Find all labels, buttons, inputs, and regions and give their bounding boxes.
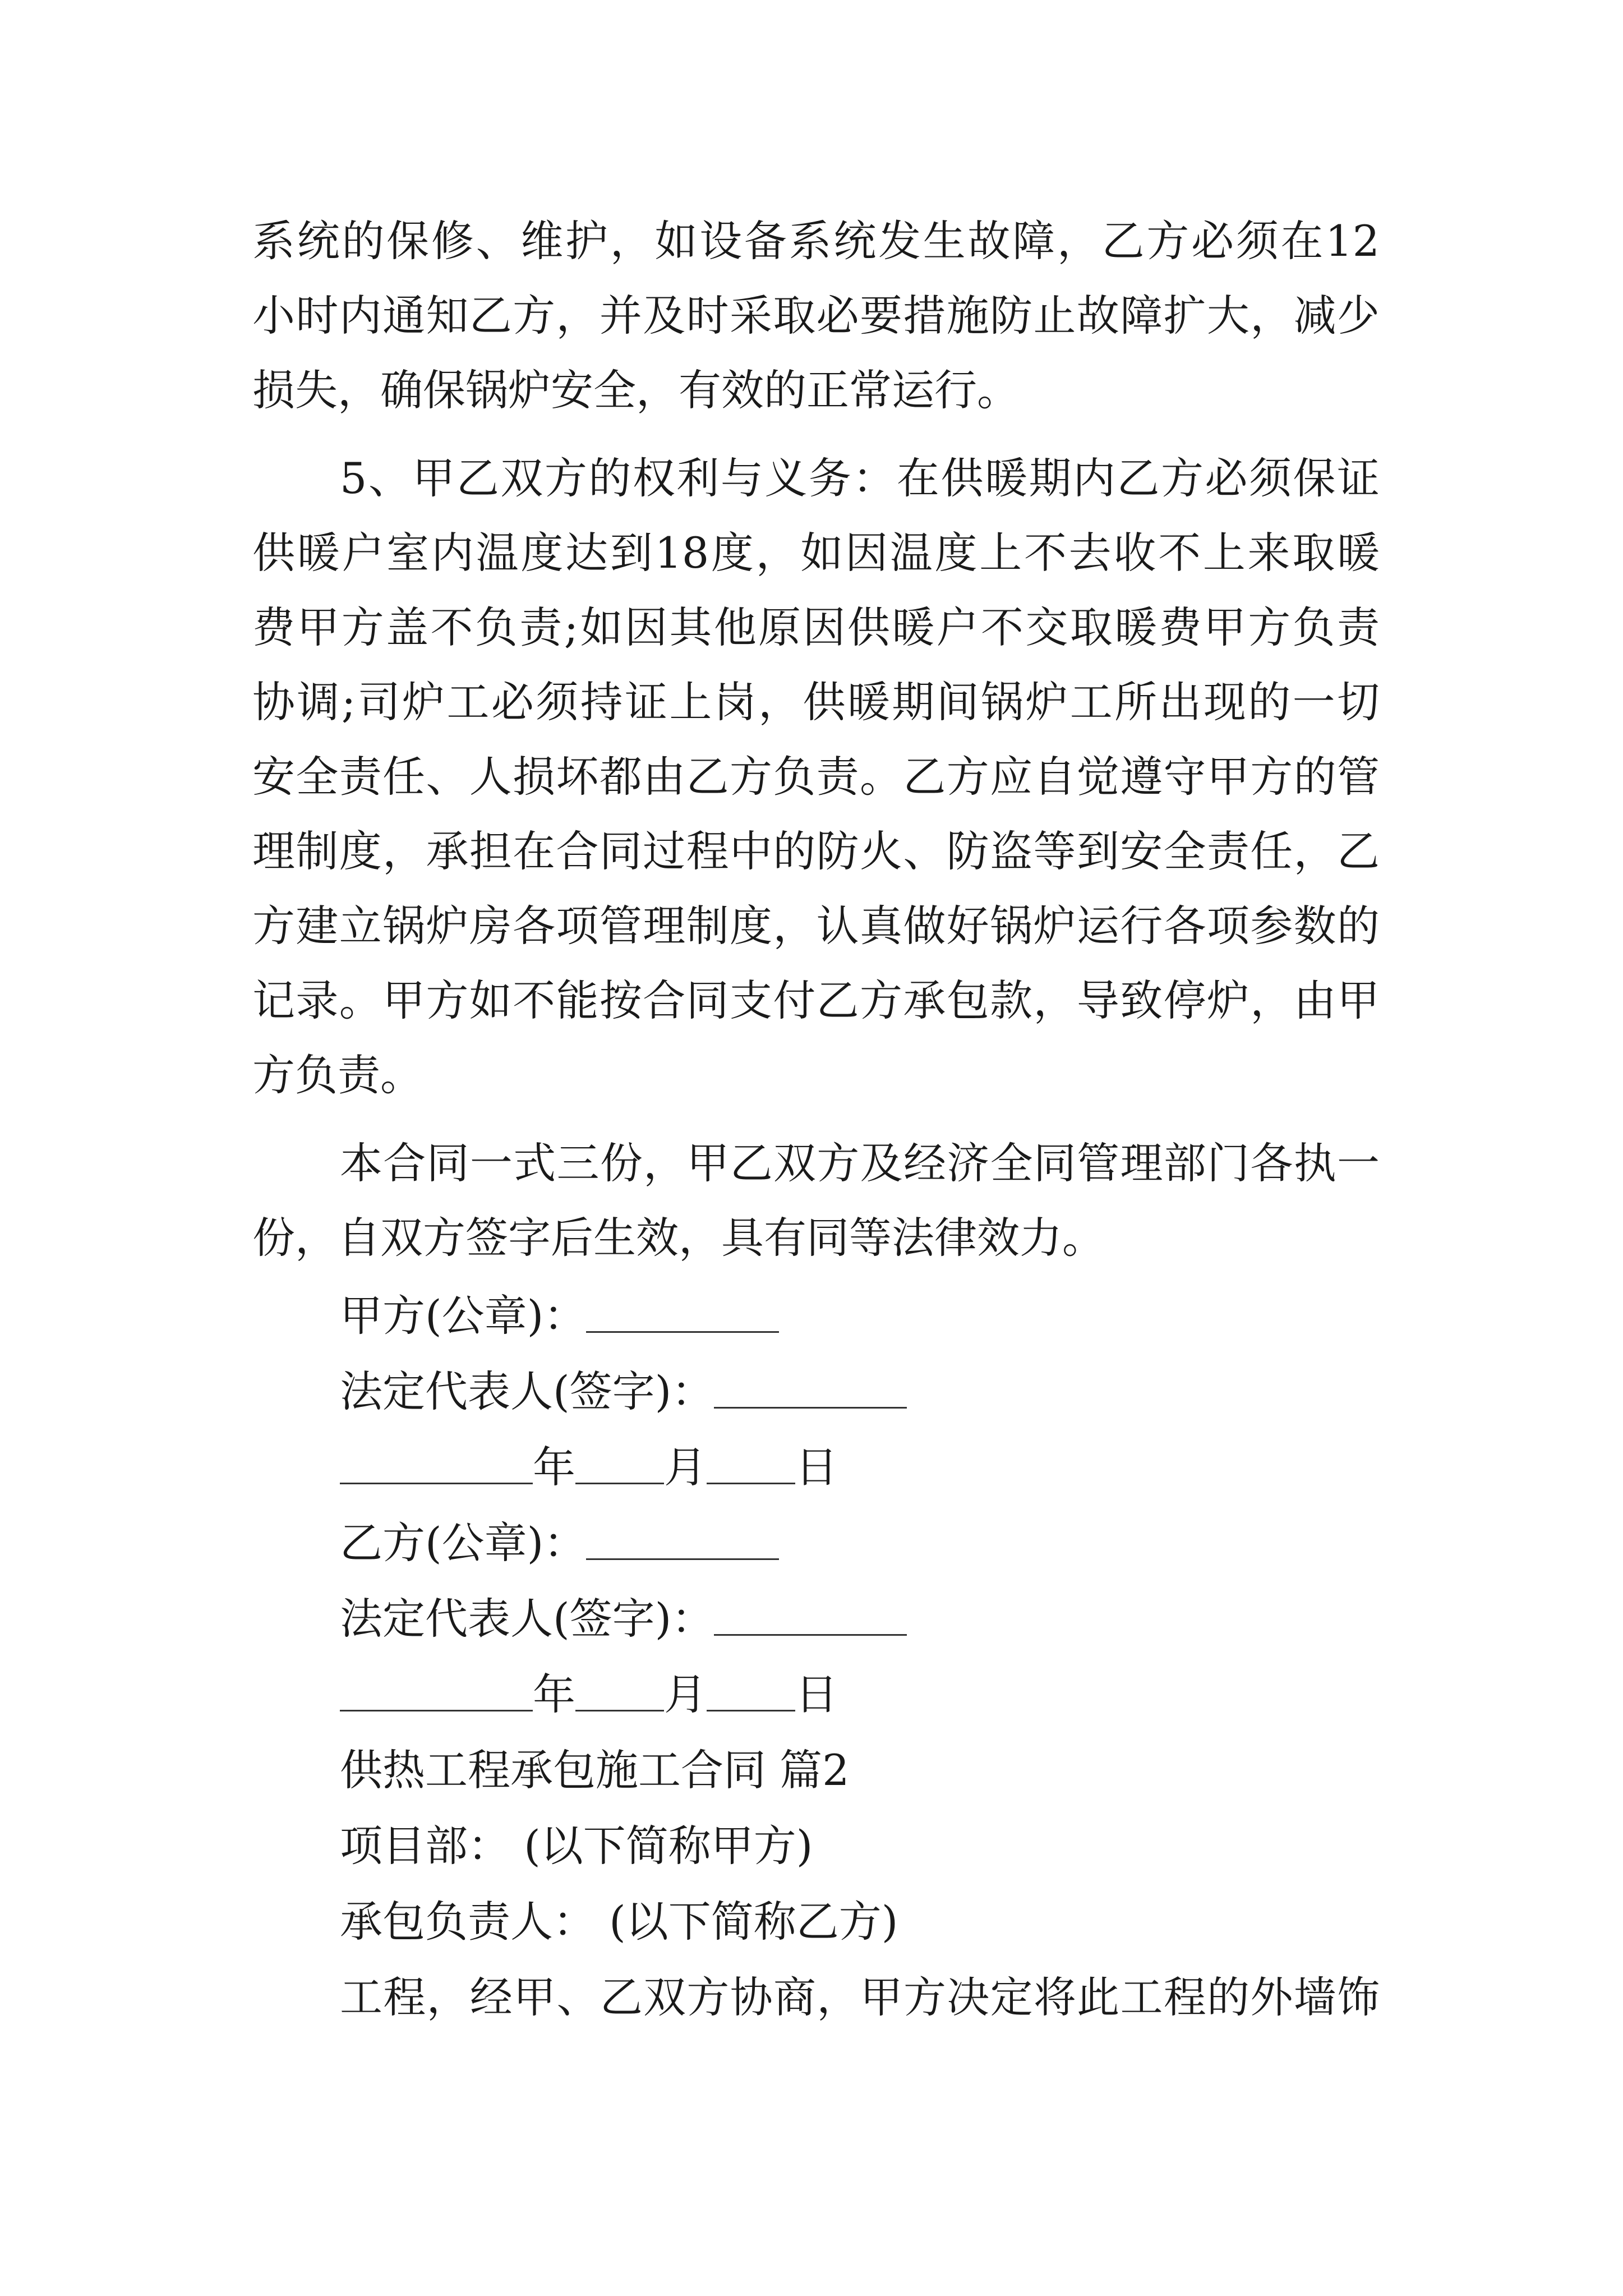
section-2-intro-line: 工程，经甲、乙双方协商，甲方决定将此工程的外墙饰: [340, 1972, 1380, 2022]
year-label: 年: [533, 1442, 575, 1492]
paragraph-5-line-3: 费甲方盖不负责;如因其他原因供暖户不交取暖费甲方负责: [252, 602, 1380, 652]
party-b-month-blank[interactable]: [575, 1699, 664, 1711]
project-department-line: 项目部： (以下简称甲方): [340, 1821, 813, 1871]
paragraph-5-line-9: 方负责。: [252, 1050, 423, 1100]
party-b-rep-label: 法定代表人(签字)：: [340, 1594, 714, 1644]
month-label: 月: [664, 1442, 707, 1492]
party-a-date-line: [340, 1425, 1380, 1510]
day-label: 日: [795, 1669, 838, 1719]
party-b-day-blank[interactable]: [707, 1699, 795, 1711]
year-label: 年: [533, 1669, 575, 1719]
copies-clause-line-1: 本合同一式三份，甲乙双方及经济全同管理部门各执一: [340, 1138, 1380, 1188]
section-2-heading: 供热工程承包施工合同 篇2: [340, 1745, 850, 1795]
copies-clause-line-2: 份，自双方签字后生效，具有同等法律效力。: [252, 1213, 1105, 1263]
party-a-seal-label: 甲方(公章)：: [340, 1291, 587, 1341]
party-a-rep-blank[interactable]: [714, 1396, 907, 1409]
paragraph-5-line-4: 协调;司炉工必须持证上岗，供暖期间锅炉工所出现的一切: [252, 677, 1380, 727]
party-a-seal-line: [340, 1274, 1380, 1358]
party-b-rep-blank[interactable]: [714, 1623, 907, 1636]
party-a-rep-label: 法定代表人(签字)：: [340, 1366, 714, 1416]
paragraph-5-line-8: 记录。甲方如不能按合同支付乙方承包款，导致停炉，由甲: [252, 976, 1380, 1025]
party-a-rep-line: [340, 1350, 1380, 1434]
party-a-year-blank[interactable]: [340, 1471, 533, 1484]
month-label: 月: [664, 1669, 707, 1719]
paragraph-5-line-5: 安全责任、人损坏都由乙方负责。乙方应自觉遵守甲方的管: [252, 752, 1380, 802]
party-b-rep-line: [340, 1577, 1380, 1661]
party-b-seal-blank[interactable]: [586, 1547, 779, 1560]
party-b-date-line: [340, 1653, 1380, 1737]
party-b-year-blank[interactable]: [340, 1699, 533, 1711]
paragraph-4-line-1: 系统的保修、维护，如设备系统发生故障，乙方必须在12: [252, 216, 1380, 266]
paragraph-5-line-7: 方建立锅炉房各项管理制度，认真做好锅炉运行各项参数的: [252, 901, 1380, 951]
paragraph-5-line-2: 供暖户室内温度达到18度，如因温度上不去收不上来取暖: [252, 528, 1380, 578]
paragraph-5-line-1: 5、甲乙双方的权利与义务：在供暖期内乙方必须保证: [340, 453, 1380, 503]
day-label: 日: [795, 1442, 838, 1492]
paragraph-4-line-2: 小时内通知乙方，并及时采取必要措施防止故障扩大，减少: [252, 291, 1380, 341]
party-a-seal-blank[interactable]: [586, 1320, 779, 1333]
contractor-line: 承包负责人： (以下简称乙方): [340, 1897, 898, 1947]
party-a-month-blank[interactable]: [575, 1471, 664, 1484]
party-b-seal-label: 乙方(公章)：: [340, 1518, 587, 1568]
paragraph-4-line-3: 损失，确保锅炉安全，有效的正常运行。: [252, 365, 1020, 415]
party-a-day-blank[interactable]: [707, 1471, 795, 1484]
paragraph-5-line-6: 理制度，承担在合同过程中的防火、防盗等到安全责任，乙: [252, 826, 1380, 876]
party-b-seal-line: [340, 1501, 1380, 1585]
